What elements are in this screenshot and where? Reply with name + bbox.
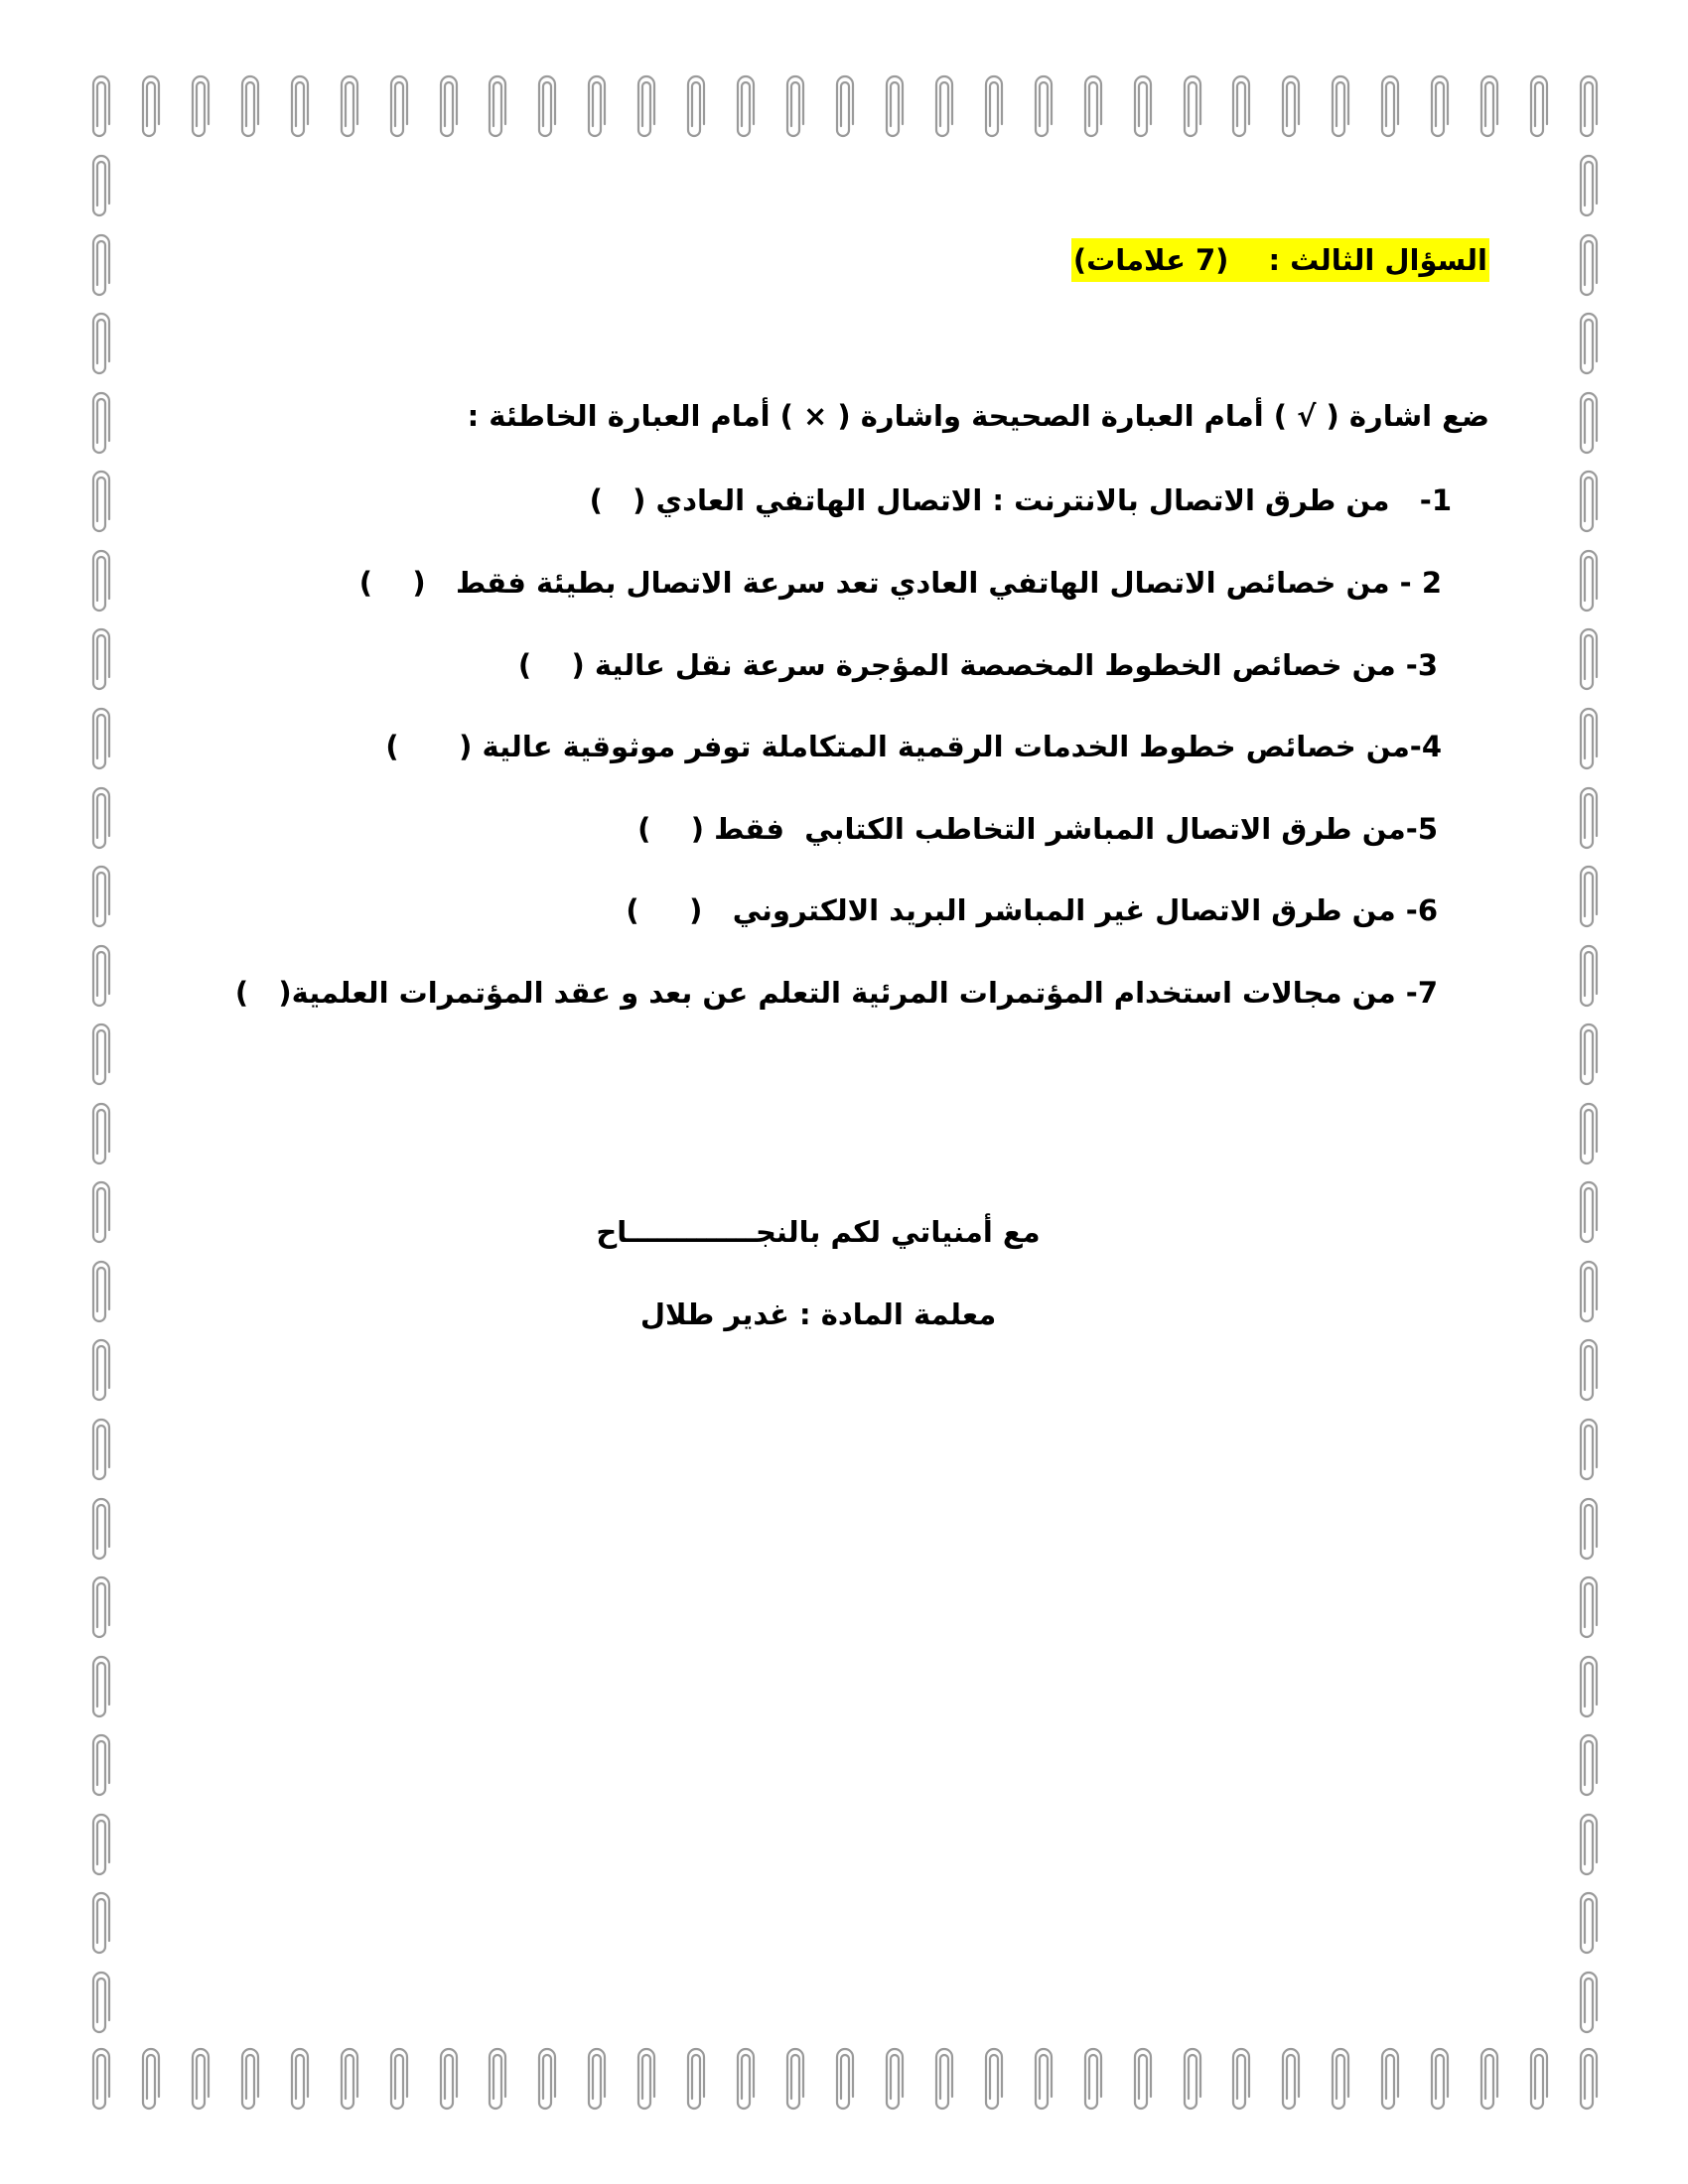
paperclip-icon: [91, 154, 111, 217]
paperclip-icon: [91, 2047, 111, 2111]
paperclip-icon: [1331, 2047, 1350, 2111]
paperclip-icon: [91, 1655, 111, 1718]
paperclip-icon: [1579, 74, 1599, 138]
paperclip-icon: [1479, 2047, 1499, 2111]
paperclip-icon: [1579, 1655, 1599, 1718]
paperclip-icon: [1380, 74, 1400, 138]
paperclip-icon: [1034, 74, 1054, 138]
question-item-3: 3- من خصائص الخطوط المخصصة المؤجرة سرعة نقل عالية ( ): [517, 648, 1438, 682]
paperclip-icon: [91, 786, 111, 850]
paperclip-icon: [240, 2047, 260, 2111]
paperclip-icon: [91, 944, 111, 1008]
paperclip-icon: [1579, 1733, 1599, 1797]
paperclip-icon: [91, 1971, 111, 2034]
paperclip-icon: [1579, 549, 1599, 613]
paperclip-icon: [439, 2047, 459, 2111]
paperclip-icon: [488, 74, 507, 138]
paperclip-icon: [1579, 944, 1599, 1008]
paperclip-icon: [1579, 312, 1599, 375]
paperclip-icon: [537, 74, 557, 138]
paperclip-icon: [1579, 1102, 1599, 1165]
paperclip-icon: [141, 2047, 161, 2111]
paperclip-icon: [1231, 2047, 1251, 2111]
paperclip-icon: [785, 74, 805, 138]
paperclip-icon: [1183, 2047, 1202, 2111]
paperclip-icon: [1231, 74, 1251, 138]
question-item-6: 6- من طرق الاتصال غير المباشر البريد الالكتروني ( ): [626, 893, 1438, 927]
question-item-5: 5-من طرق الاتصال المباشر التخاطب الكتابي فقط ( ): [637, 812, 1438, 846]
paperclip-icon: [1034, 2047, 1054, 2111]
paperclip-icon: [1281, 74, 1301, 138]
paperclip-icon: [686, 74, 706, 138]
paperclip-icon: [1430, 74, 1450, 138]
question-marks: (7 علامات): [1072, 243, 1229, 277]
paperclip-icon: [141, 74, 161, 138]
paperclip-icon: [290, 2047, 310, 2111]
paperclip-icon: [389, 74, 409, 138]
paperclip-icon: [91, 1023, 111, 1086]
paperclip-icon: [340, 74, 359, 138]
paperclip-icon: [488, 2047, 507, 2111]
paperclip-icon: [1579, 233, 1599, 297]
paperclip-icon: [1331, 74, 1350, 138]
paperclip-icon: [91, 470, 111, 533]
paperclip-icon: [1579, 786, 1599, 850]
paperclip-icon: [835, 2047, 855, 2111]
paperclip-icon: [1579, 470, 1599, 533]
paperclip-icon: [91, 1891, 111, 1955]
instruction-text: ضع اشارة ( √ ) أمام العبارة الصحيحة واشارة ( × ) أمام العبارة الخاطئة :: [467, 399, 1489, 433]
paperclip-icon: [1083, 74, 1103, 138]
paperclip-icon: [1529, 74, 1549, 138]
paperclip-icon: [984, 2047, 1004, 2111]
paperclip-icon: [934, 2047, 954, 2111]
paperclip-icon: [1579, 865, 1599, 928]
paperclip-icon: [537, 2047, 557, 2111]
paperclip-icon: [340, 2047, 359, 2111]
paperclip-icon: [934, 74, 954, 138]
teacher-name: معلمة المادة : غدير طلال: [639, 1297, 997, 1331]
paperclip-icon: [1579, 1891, 1599, 1955]
paperclip-icon: [1479, 74, 1499, 138]
paperclip-icon: [1281, 2047, 1301, 2111]
question-heading: [1071, 238, 1489, 282]
paperclip-icon: [91, 1813, 111, 1876]
paperclip-icon: [587, 2047, 607, 2111]
paperclip-icon: [1579, 2047, 1599, 2111]
paperclip-icon: [885, 2047, 905, 2111]
paperclip-icon: [91, 865, 111, 928]
paperclip-icon: [389, 2047, 409, 2111]
paperclip-icon: [1380, 2047, 1400, 2111]
paperclip-icon: [1579, 391, 1599, 455]
paperclip-icon: [1430, 2047, 1450, 2111]
paperclip-icon: [835, 74, 855, 138]
paperclip-icon: [636, 74, 656, 138]
question-item-4: 4-من خصائص خطوط الخدمات الرقمية المتكاملة توفر موثوقية عالية ( ): [385, 730, 1442, 763]
paperclip-icon: [91, 549, 111, 613]
paperclip-icon: [736, 74, 756, 138]
paperclip-icon: [1529, 2047, 1549, 2111]
paperclip-icon: [191, 2047, 211, 2111]
paperclip-icon: [785, 2047, 805, 2111]
paperclip-icon: [191, 74, 211, 138]
paperclip-icon: [686, 2047, 706, 2111]
paperclip-icon: [1579, 1338, 1599, 1402]
paperclip-icon: [91, 1497, 111, 1561]
paperclip-icon: [1579, 1971, 1599, 2034]
paperclip-icon: [91, 1733, 111, 1797]
paperclip-icon: [984, 74, 1004, 138]
paperclip-icon: [91, 391, 111, 455]
question-item-1: 1- من طرق الاتصال بالانترنت : الاتصال الهاتفي العادي ( ): [589, 483, 1452, 517]
paperclip-icon: [1579, 1418, 1599, 1481]
paperclip-icon: [636, 2047, 656, 2111]
question-item-2: 2 - من خصائص الاتصال الهاتفي العادي تعد سرعة الاتصال بطيئة فقط ( ): [358, 566, 1442, 600]
paperclip-icon: [736, 2047, 756, 2111]
paperclip-icon: [1579, 1813, 1599, 1876]
paperclip-icon: [439, 74, 459, 138]
paperclip-icon: [1579, 1497, 1599, 1561]
paperclip-icon: [91, 74, 111, 138]
paperclip-icon: [885, 74, 905, 138]
paperclip-icon: [1579, 1575, 1599, 1639]
paperclip-icon: [1133, 74, 1153, 138]
paperclip-icon: [1083, 2047, 1103, 2111]
paperclip-icon: [91, 1575, 111, 1639]
paperclip-icon: [91, 1418, 111, 1481]
paperclip-icon: [91, 233, 111, 297]
paperclip-icon: [240, 74, 260, 138]
paperclip-icon: [1579, 707, 1599, 770]
paperclip-icon: [91, 312, 111, 375]
question-title: السؤال الثالث :: [1268, 243, 1487, 277]
paperclip-icon: [1579, 1023, 1599, 1086]
paperclip-icon: [1579, 627, 1599, 691]
paperclip-icon: [91, 1102, 111, 1165]
paperclip-icon: [587, 74, 607, 138]
question-item-7: 7- من مجالات استخدام المؤتمرات المرئية التعلم عن بعد و عقد المؤتمرات العلمية( ): [234, 976, 1438, 1010]
paperclip-icon: [91, 1338, 111, 1402]
paperclip-icon: [91, 707, 111, 770]
paperclip-icon: [1579, 154, 1599, 217]
paperclip-icon: [1183, 74, 1202, 138]
paperclip-icon: [290, 74, 310, 138]
paperclip-icon: [1133, 2047, 1153, 2111]
paperclip-icon: [91, 627, 111, 691]
closing-wishes: مع أمنياتي لكم بالنجـــــــــــــاح: [596, 1215, 1041, 1249]
